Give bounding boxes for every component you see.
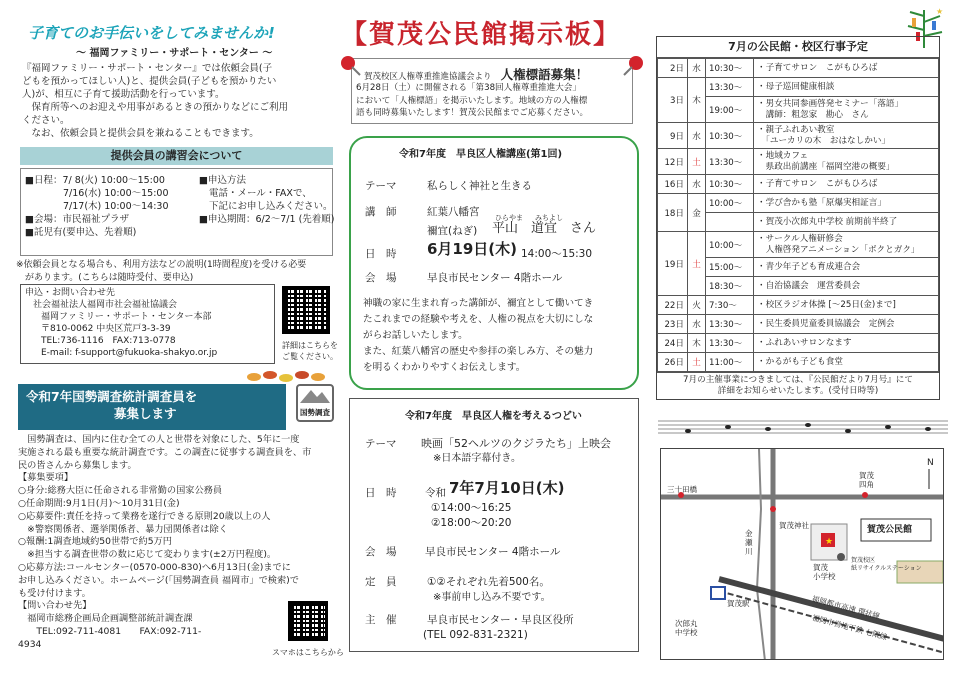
census-line: 民の皆さんから募集します。 (18, 459, 137, 471)
banner-text: 語も同時募集いたします！賀茂公民館までご応募ください。 (356, 108, 589, 118)
schedule-event: ・子育てサロン こがもひろば (754, 175, 939, 194)
schedule-time: 10:30～ (706, 175, 754, 194)
schedule-time: 7:30～ (706, 296, 754, 315)
schedule-title: 7月の公民館・校区行事予定 (657, 37, 939, 58)
schedule-event: ・民生委員児童委員協議会 定例会 (754, 315, 939, 334)
course-line: 7/17(木) 10:00～14:30 (25, 201, 169, 212)
schedule-time: 15:00～ (706, 258, 754, 277)
desc-line: を明るくわかりやすくお伝えします。 (363, 362, 526, 373)
bulletin-title: 【賀茂公民館掲示板】 (341, 20, 622, 50)
map-label: 三十田橋 (667, 485, 697, 494)
schedule-weekday: 水 (688, 175, 706, 194)
family-support-intro (22, 62, 288, 140)
schedule-weekday: 水 (688, 59, 706, 78)
schedule-time: 18:30～ (706, 277, 754, 296)
schedule-event: ・親子ふれあい教室 「ユーカリの木 おはなしかい」 (754, 123, 939, 149)
schedule-event: ・サークル人権研修会 人権啓発アニメーション「ボクとガク」 (754, 232, 939, 258)
contact-line: 社会福祉法人福岡市社会福祉協議会 (33, 300, 178, 310)
family-support-qr-code[interactable] (282, 286, 330, 334)
schedule-event: ・地域カフェ 県政出前講座「福岡空港の概要」 (754, 149, 939, 175)
census-line: ○任命期間:9月1日(月)～10月31日(金) (18, 497, 180, 509)
course-apply-line: ■申込方法 (199, 175, 246, 186)
schedule-weekday: 水 (688, 123, 706, 149)
intro-line: 『福岡ファミリー・サポート・センター』では依頼会員(子 (22, 63, 273, 74)
venue-label: 会 場 (365, 546, 397, 558)
schedule-row (658, 194, 939, 213)
contact-line: 申込・お問い合わせ先 (25, 288, 116, 298)
census-badge-label: 国勢調査 (300, 408, 330, 417)
svg-text:★: ★ (824, 537, 834, 547)
schedule-time: 13:30～ (706, 149, 754, 175)
showing-time: ①14:00～16:25 (431, 502, 512, 514)
schedule-footer: 詳細をお知らせいたします。(受付日時等) (717, 386, 879, 396)
ruby-hirayama: ひらやま (495, 214, 523, 222)
schedule-event: ・学び舎かも塾「原爆実相証言」 (754, 194, 939, 213)
intro-line: なお、依頼会員と提供会員を兼ねることもできます。 (22, 128, 259, 139)
intro-line: 保育所等へのお迎えや用事があるときの預かりなどにご利用 (22, 102, 289, 113)
map-label: 福岡市営地下鉄 七隈線 (811, 613, 889, 642)
schedule-date: 2日 (658, 59, 688, 78)
banner-text: において「人権標語」を掲示いたします。地域の方の人権標 (356, 95, 588, 106)
course-line: ■会場：市民福祉プラザ (25, 214, 129, 225)
schedule-event: ・ふれあいサロンなます (754, 334, 939, 353)
census-line: ○身分:総務大臣に任命される非常勤の国家公務員 (18, 485, 223, 497)
schedule-event: ・賀茂小次郎丸中学校 前期前半終了 (754, 213, 939, 232)
schedule-time: 11:00～ (706, 353, 754, 372)
census-line: 福岡市総務企画局企画調整部統計調査課 (18, 613, 193, 625)
lecture-title: 令和7年度 早良区人権講座(第1回) (399, 149, 563, 160)
capacity-label: 定 員 (365, 576, 397, 588)
contact-box (20, 284, 275, 364)
left-column (6, 0, 344, 677)
course-note: ※依頼会員となる場合も、利用方法などの説明(1時間程度)を受ける必要 (16, 260, 307, 270)
venue-value: 早良市民センター 4階ホール (427, 272, 563, 284)
census-line: 【募集要項】 (18, 472, 74, 484)
schedule-row (658, 296, 939, 315)
contact-line: 〒810-0062 中央区荒戸3-3-39 (41, 324, 171, 334)
census-body (18, 434, 311, 652)
qr-caption: 詳細はこちらを (282, 341, 338, 350)
schedule-time: 10:00～ (706, 232, 754, 258)
census-line: TEL:092-711-4081 FAX:092-711- (18, 625, 202, 637)
schedule-date: 22日 (658, 296, 688, 315)
schedule-time: 13:30～ (706, 315, 754, 334)
date-label: 日 時 (365, 487, 397, 499)
theme-label: テーマ (365, 180, 397, 192)
schedule-event: ・子育てサロン こがもひろば (754, 59, 939, 78)
schedule-weekday: 土 (688, 149, 706, 175)
schedule-time (706, 213, 754, 232)
schedule-date: 26日 (658, 353, 688, 372)
course-header: 提供会員の講習会について (20, 147, 333, 165)
schedule-date: 24日 (658, 334, 688, 353)
gathering-date: 7年7月10日(木) (449, 479, 565, 497)
schedule-time: 10:00～ (706, 194, 754, 213)
lecturer-title: 禰宜(ねぎ) (427, 225, 478, 237)
course-note: があります。(こちらは随時受付、要申込) (16, 273, 194, 283)
census-qr-code[interactable] (288, 601, 328, 641)
course-box (20, 168, 333, 256)
course-apply-line: ■申込期間：6/2～7/1 (先着順) (199, 214, 335, 225)
contact-line: 福岡ファミリー・サポート・センター本部 (41, 312, 212, 322)
desc-line: がらお話しいたします。 (363, 330, 468, 341)
schedule-footer: 7月の主催事業につきましては、『公民館だより7月号』にて (683, 375, 913, 385)
schedule-date: 3日 (658, 78, 688, 123)
schedule-date: 9日 (658, 123, 688, 149)
map-label: 賀茂 小学校 (813, 563, 836, 581)
desc-line: たこれまでの経験や考えを、人権の視点を大切にしな (363, 314, 594, 325)
qr-caption: ご覧ください。 (282, 352, 338, 361)
subtitle-note: ※日本語字幕付き。 (433, 453, 521, 464)
schedule-weekday: 木 (688, 78, 706, 123)
map-label: 賀茂 四角 (859, 471, 874, 489)
map-label: 賀茂公民館 (867, 525, 913, 535)
census-header-line: 募集します (114, 406, 177, 421)
mountain-icon (298, 386, 332, 404)
schedule-row (658, 315, 939, 334)
right-column (652, 0, 958, 677)
contact-line: TEL:736-1116 FAX:713-0778 (41, 336, 176, 346)
desc-line: 神職の家に生まれ育った講師が、禰宜として働いてき (363, 298, 594, 309)
schedule-row (658, 149, 939, 175)
map-drawing (661, 449, 944, 660)
schedule-date: 23日 (658, 315, 688, 334)
organizer-tel: (TEL 092-831-2321) (423, 629, 528, 641)
schedule-time: 10:30～ (706, 59, 754, 78)
intro-line: ください。 (22, 115, 70, 126)
course-apply-line: 電話・メール・FAXで、 (209, 188, 312, 199)
svg-text:★: ★ (936, 7, 944, 16)
banner-small: 賀茂校区人権尊重推進協議会より (364, 72, 492, 82)
schedule-time: 13:30～ (706, 334, 754, 353)
venue-label: 会 場 (365, 272, 397, 284)
banner-text: 6月28日（土）に開催される「第38回人権尊重推進大会」 (356, 83, 581, 93)
schedule-row (658, 78, 939, 97)
ruby-michiyoshi: みちよし (535, 214, 563, 222)
schedule-event: ・かるがも子ども食堂 (754, 353, 939, 372)
census-header-line: 令和7年国勢調査統計調査員を (26, 389, 198, 404)
capacity-value: ①②それぞれ先着500名。 (427, 576, 550, 588)
qr2-caption: スマホはこちらから (272, 648, 344, 657)
organizer-label: 主 催 (365, 614, 397, 626)
schedule-weekday: 土 (688, 353, 706, 372)
census-line: ※警察関係者、選挙関係者、暴力団関係者は除く (18, 523, 228, 535)
map-label: 金 瀬 川 (745, 529, 753, 556)
course-line: ■日程：7/ 8(火) 10:00～15:00 (25, 175, 165, 186)
center-column (335, 0, 650, 677)
schedule-date: 19日 (658, 232, 688, 296)
schedule-event: ・母子巡回健康相談 (754, 78, 939, 97)
schedule-table-wrap (656, 36, 940, 400)
schedule-time: 10:30～ (706, 123, 754, 149)
schedule-event: ・青少年子ども育成連合会 (754, 258, 939, 277)
map-label: 賀茂駅 (727, 599, 750, 608)
schedule-weekday: 水 (688, 315, 706, 334)
desc-line: また、紅葉八幡宮の歴史や参拝の楽しみ方、その魅力 (363, 346, 594, 357)
schedule-date: 16日 (658, 175, 688, 194)
pushpin-icon (340, 55, 362, 77)
theme-value: 私らしく神社と生きる (427, 180, 532, 192)
census-line: ※担当する調査世帯の数に応じて変わります(±2万円程度)。 (18, 549, 277, 561)
showing-time: ②18:00～20:20 (431, 517, 512, 529)
schedule-event: ・男女共同参画啓発セミナー「落語」 講師：粗忽家 勘心 さん (754, 97, 939, 123)
gathering-title: 令和7年度 早良区人権を考えるつどい (405, 411, 582, 422)
census-line: も受け付けます。 (18, 587, 91, 599)
schedule-row (658, 334, 939, 353)
schedule-weekday: 土 (688, 232, 706, 296)
pushpin-icon (622, 55, 644, 77)
census-badge (296, 384, 334, 422)
schedule-weekday: 火 (688, 296, 706, 315)
date-prefix: 令和 (425, 487, 446, 499)
schedule-event: ・校区ラジオ体操 [～25日(金)まで] (754, 296, 939, 315)
schedule-table (657, 58, 939, 372)
family-support-title: 子育てのお手伝いをしてみませんか! (28, 24, 275, 42)
course-apply-line: 下記にお申し込みください。 (209, 201, 333, 212)
lecture-description (363, 296, 593, 376)
lecture-date: 6月19日(木) (427, 240, 518, 258)
intro-line: 人)が、相互に子育て援助活動を行っています。 (22, 89, 225, 100)
map-label: 次郎丸 中学校 (675, 619, 698, 637)
schedule-row (658, 123, 939, 149)
intro-line: どもを預かってほしい人)と、提供会員(子どもを預かりたい (22, 76, 277, 87)
schedule-date: 12日 (658, 149, 688, 175)
schedule-row (658, 59, 939, 78)
schedule-weekday: 木 (688, 334, 706, 353)
lecturer-label: 講 師 (365, 206, 397, 218)
schedule-weekday: 金 (688, 194, 706, 232)
census-line: 国勢調査は、国内に住む全ての人と世帯を対象にした、5年に一度 (18, 434, 300, 445)
map-label: 賀茂校区 紙リサイクルステーション (851, 557, 922, 572)
autumn-leaves-decoration (246, 368, 336, 384)
theme-label: テーマ (365, 438, 397, 450)
census-line: ○応募要件:責任を持って業務を遂行できる原則20歳以上の人 (18, 510, 271, 522)
schedule-row (658, 353, 939, 372)
music-notes-decoration (658, 416, 948, 438)
movie-title: 映画「52ヘルツのクジラたち」上映会 (421, 437, 611, 450)
lecture-time: 14:00～15:30 (521, 248, 593, 260)
schedule-row (658, 232, 939, 258)
census-line: 【問い合わせ先】 (18, 600, 92, 612)
lecturer-name: 平山 道宜 さん (492, 221, 597, 236)
banner-big: 人権標語募集！ (500, 67, 589, 82)
date-label: 日 時 (365, 248, 397, 260)
banner-box (351, 58, 633, 124)
venue-value: 早良市民センター 4階ホール (425, 546, 561, 558)
schedule-event: ・自治協議会 運営委員会 (754, 277, 939, 296)
organizer-value: 早良市民センター・早良区役所 (427, 614, 574, 626)
census-line: お申し込みください。ホームページ(「国勢調査員 福岡市」で検索)で (18, 574, 299, 586)
family-support-subtitle: ～ 福岡ファミリー・サポート・センター ～ (76, 48, 273, 59)
census-line: ○応募方法:コールセンター(0570-000-830)へ6月13日(金)までに (18, 561, 291, 573)
schedule-row (658, 175, 939, 194)
lecturer-shrine: 紅葉八幡宮 (427, 206, 480, 218)
schedule-time: 19:00～ (706, 97, 754, 123)
census-line: 4934 (18, 638, 42, 650)
map-label: 賀茂神社 (779, 521, 809, 530)
capacity-note: ※事前申し込み不要です。 (433, 592, 551, 603)
map-label: 福岡都市高速 環状線 (811, 594, 881, 621)
area-map[interactable] (660, 448, 944, 660)
course-line: 7/16(水) 10:00～15:00 (25, 188, 169, 199)
census-line: 実施される最も重要な統計調査です。この調査に従事する調査員を、市 (18, 446, 312, 458)
census-line: ○報酬:1調査地域約50世帯で約5万円 (18, 536, 172, 548)
course-line: ■託児有(要申込、先着順) (25, 227, 137, 238)
census-header (18, 384, 286, 430)
svg-text:N: N (927, 458, 934, 468)
contact-email[interactable]: E-mail: f-support@fukuoka-shakyo.or.jp (41, 348, 218, 358)
schedule-date: 18日 (658, 194, 688, 232)
schedule-time: 13:30～ (706, 78, 754, 97)
